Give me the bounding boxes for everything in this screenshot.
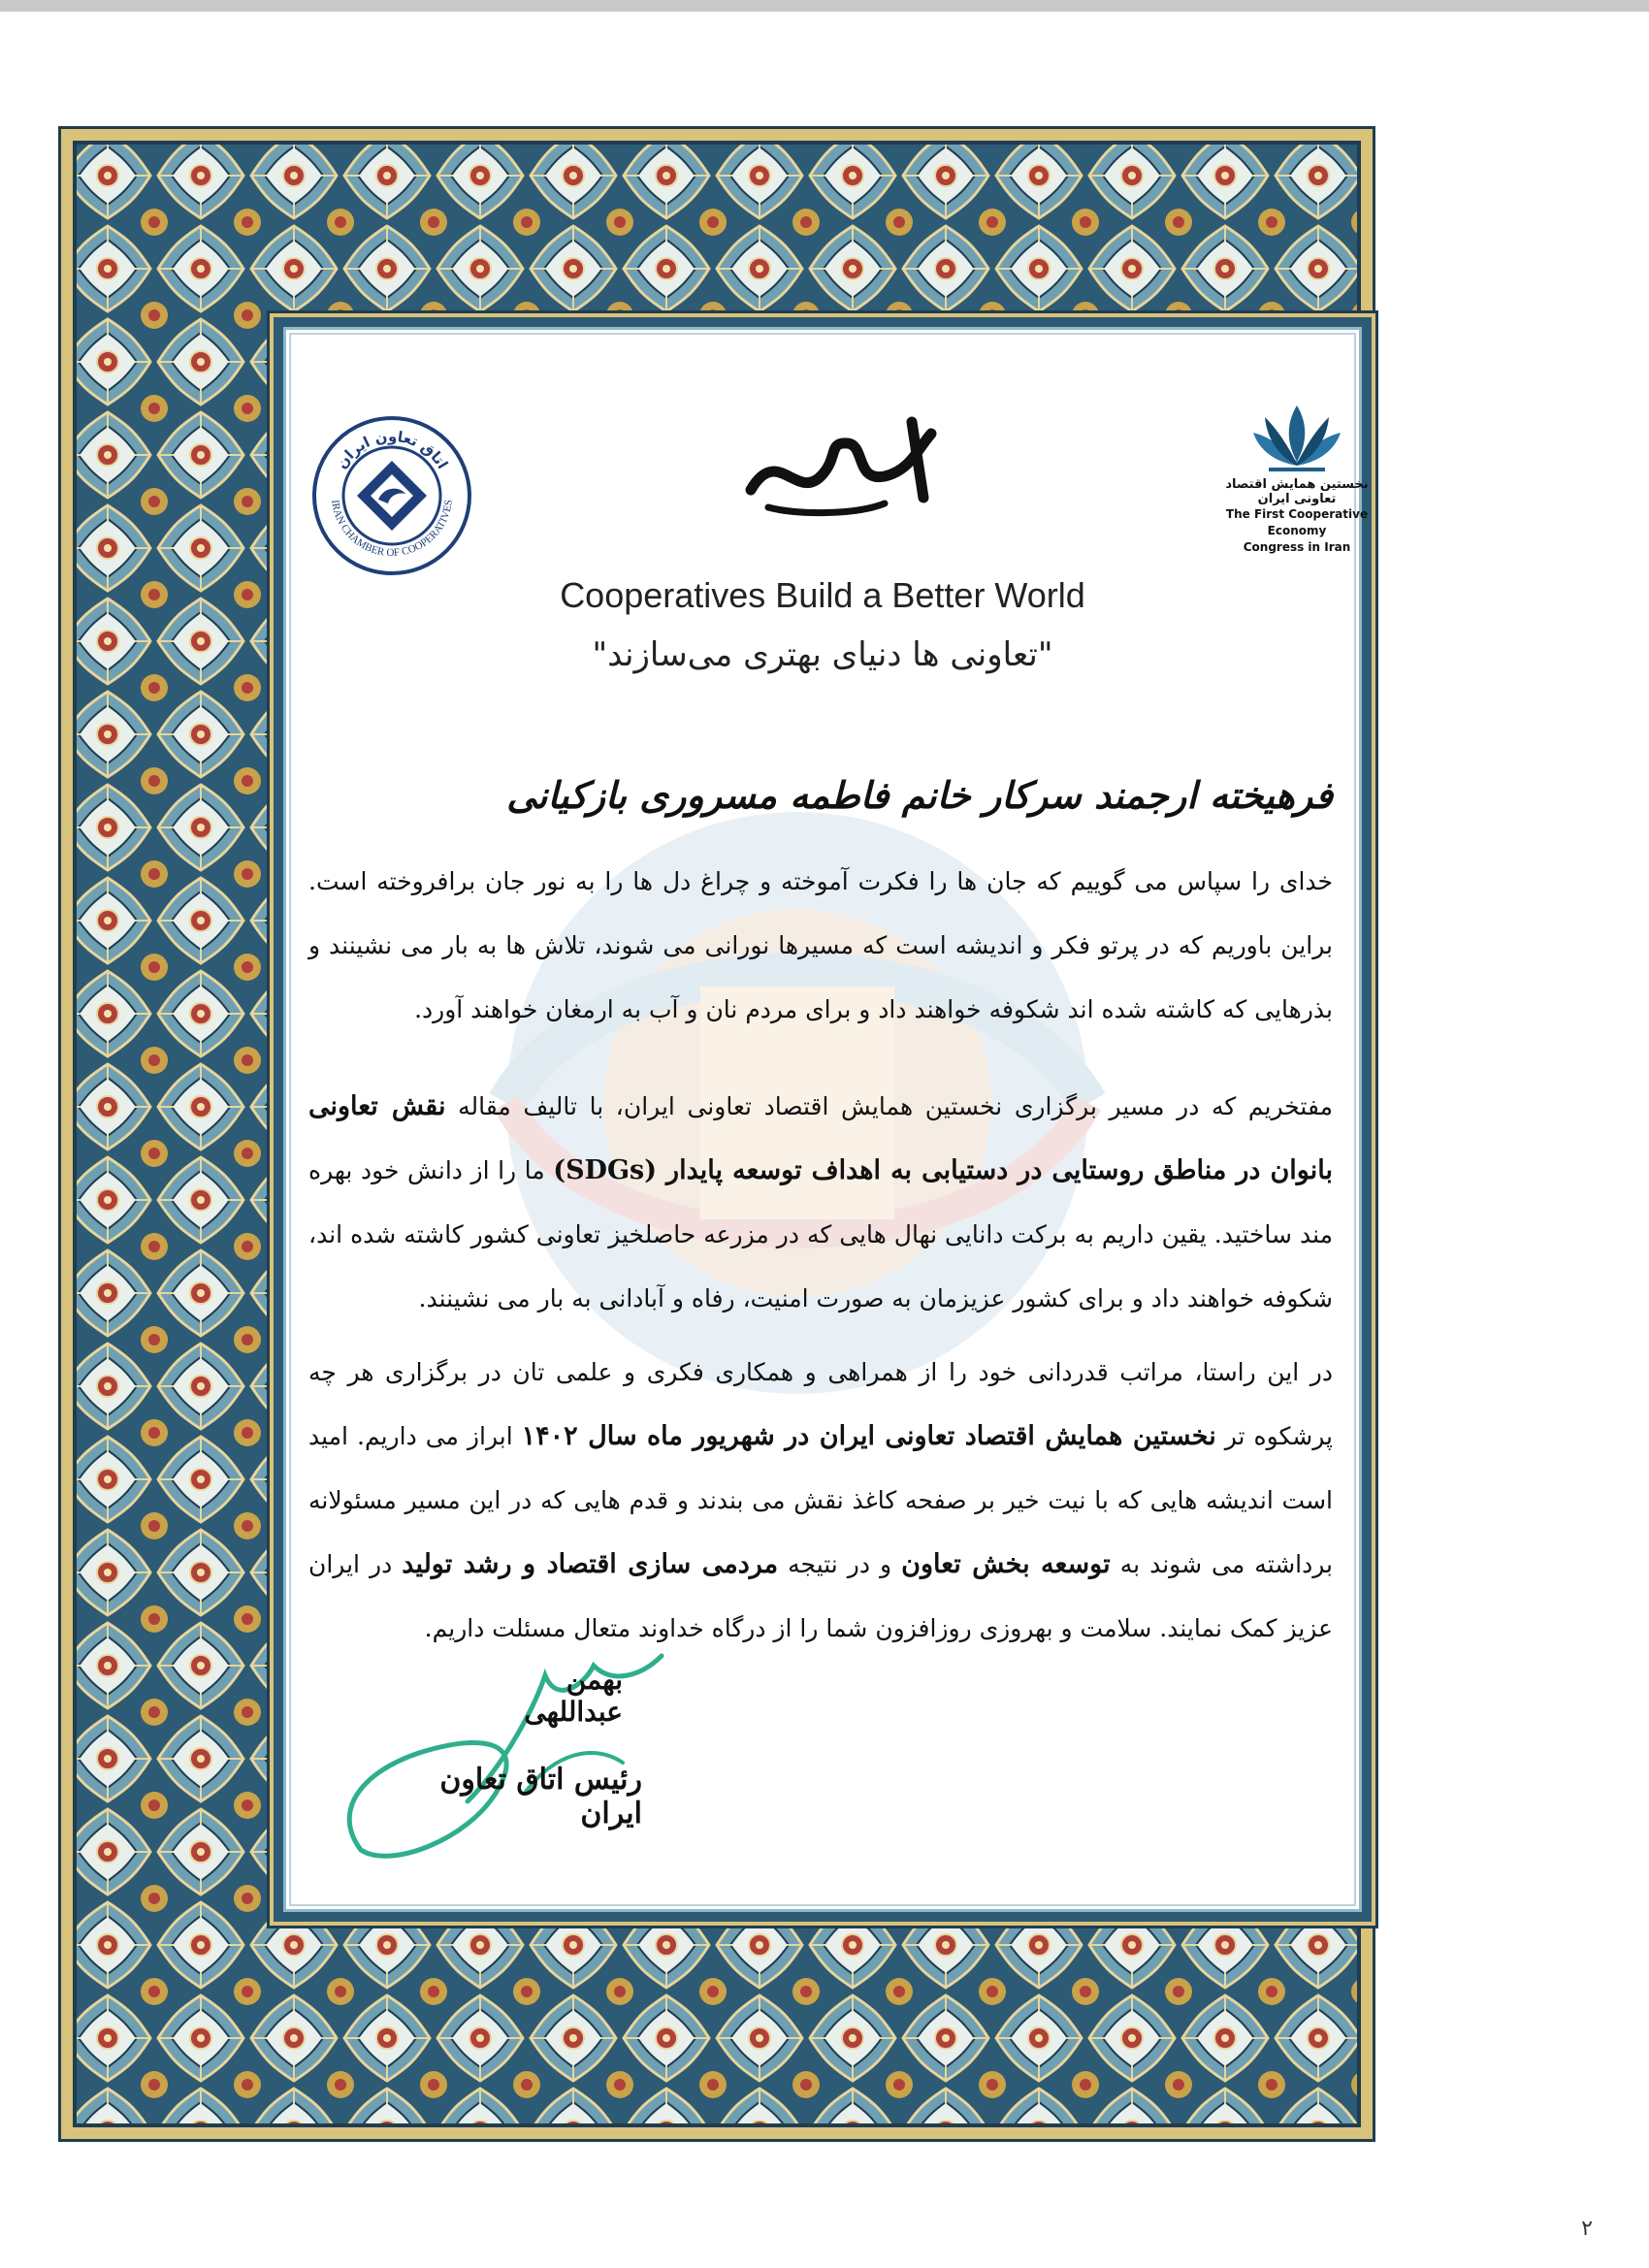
paragraph-2-rest: ما را از دانش خود بهره مند ساختید. یقین داریم به برکت دانایی نهال هایی که در مزرعه حاصلخیز تعاونی کشور کاشته شده اند، شکوفه خواهند داد و برای کشور عزیزمان به صورت امنیت، رفاه و آبادانی به بار می نشینند. <box>308 1156 1333 1312</box>
signer-title: رئیس اتاق تعاون ایران <box>439 1763 642 1831</box>
certificate-panel <box>274 317 1372 1922</box>
congress-logo <box>1214 400 1379 556</box>
congress-date-highlight: نخستین همایش اقتصاد تعاونی ایران در شهریور ماه سال ۱۴۰۲ <box>521 1421 1216 1451</box>
signer-name: بهمن عبداللهی <box>524 1664 623 1728</box>
seal-text-en: IRAN CHAMBER OF COOPERATIVES <box>329 499 455 560</box>
letter-body <box>308 773 1333 1694</box>
lotus-icon <box>1244 400 1350 473</box>
signature-block <box>303 1646 807 1889</box>
paragraph-1-text: خدای را سپاس می گوییم که جان ها را فکرت آموخته و چراغ دل ها را به نور جان برافروخته است. براین باوریم که در پرتو فکر و اندیشه است که مسیرها نورانی می شوند، تلاش ها به بار می نشینند و بذرهایی که کاشته شده اند شکوفه خواهند داد و برای مردم نان و آب به ارمغان خواهند آورد. <box>308 867 1333 1023</box>
paragraph-3-middle: ابراز می داریم. امید است اندیشه هایی که با نیت خیر بر صفحه کاغذ نقش می بندند و قدم هایی که در این مسیر مسئولانه برداشته می شوند به <box>308 1422 1334 1578</box>
recipient-salutation: فرهیخته ارجمند سرکار خانم فاطمه مسروری بازکیانی <box>506 773 1333 817</box>
cooperative-development-highlight: توسعه بخش تعاون <box>901 1549 1111 1579</box>
paragraph-2-intro: مفتخریم که در مسیر برگزاری نخستین همایش اقتصاد تعاونی ایران، با تالیف مقاله <box>458 1092 1333 1120</box>
seal-text-fa: اتاق تعاون ایران <box>332 427 452 472</box>
congress-name-en-line1: The First Cooperative Economy <box>1225 507 1369 537</box>
page-number: ۲ <box>1581 2217 1593 2241</box>
economy-growth-highlight: مردمی سازی اقتصاد و رشد تولید <box>402 1549 779 1579</box>
article-title: نقش تعاونی بانوان در مناطق روستایی در دستیابی به اهداف توسعه پایدار (SDGs) <box>308 1091 1333 1185</box>
congress-name-fa: نخستین همایش اقتصاد تعاونی ایران <box>1225 477 1369 506</box>
paragraph-2 <box>308 1075 1333 1331</box>
chamber-seal <box>310 414 473 577</box>
paragraph-3-closing: در ایران عزیز کمک نمایند. سلامت و بهروزی روزافزون شما را از درگاه خداوند متعال مسئلت داریم. <box>308 1550 1333 1642</box>
paragraph-3 <box>308 1341 1333 1661</box>
paragraph-3-intro: در این راستا، مراتب قدردانی خود را از همراهی و همکاری فکری و علمی تان در برگزاری هر چه پرشکوه تر <box>308 1358 1334 1450</box>
scan-edge <box>0 0 1649 12</box>
paragraph-3-connector: و در نتیجه <box>788 1550 892 1578</box>
motto-persian: "تعاونی ها دنیای بهتری می‌سازند" <box>592 635 1053 674</box>
basmala-calligraphy <box>739 414 943 521</box>
paragraph-1 <box>308 850 1333 1042</box>
motto-english: Cooperatives Build a Better World <box>560 575 1085 615</box>
congress-name-en-line2: Congress in Iran <box>1243 540 1351 554</box>
